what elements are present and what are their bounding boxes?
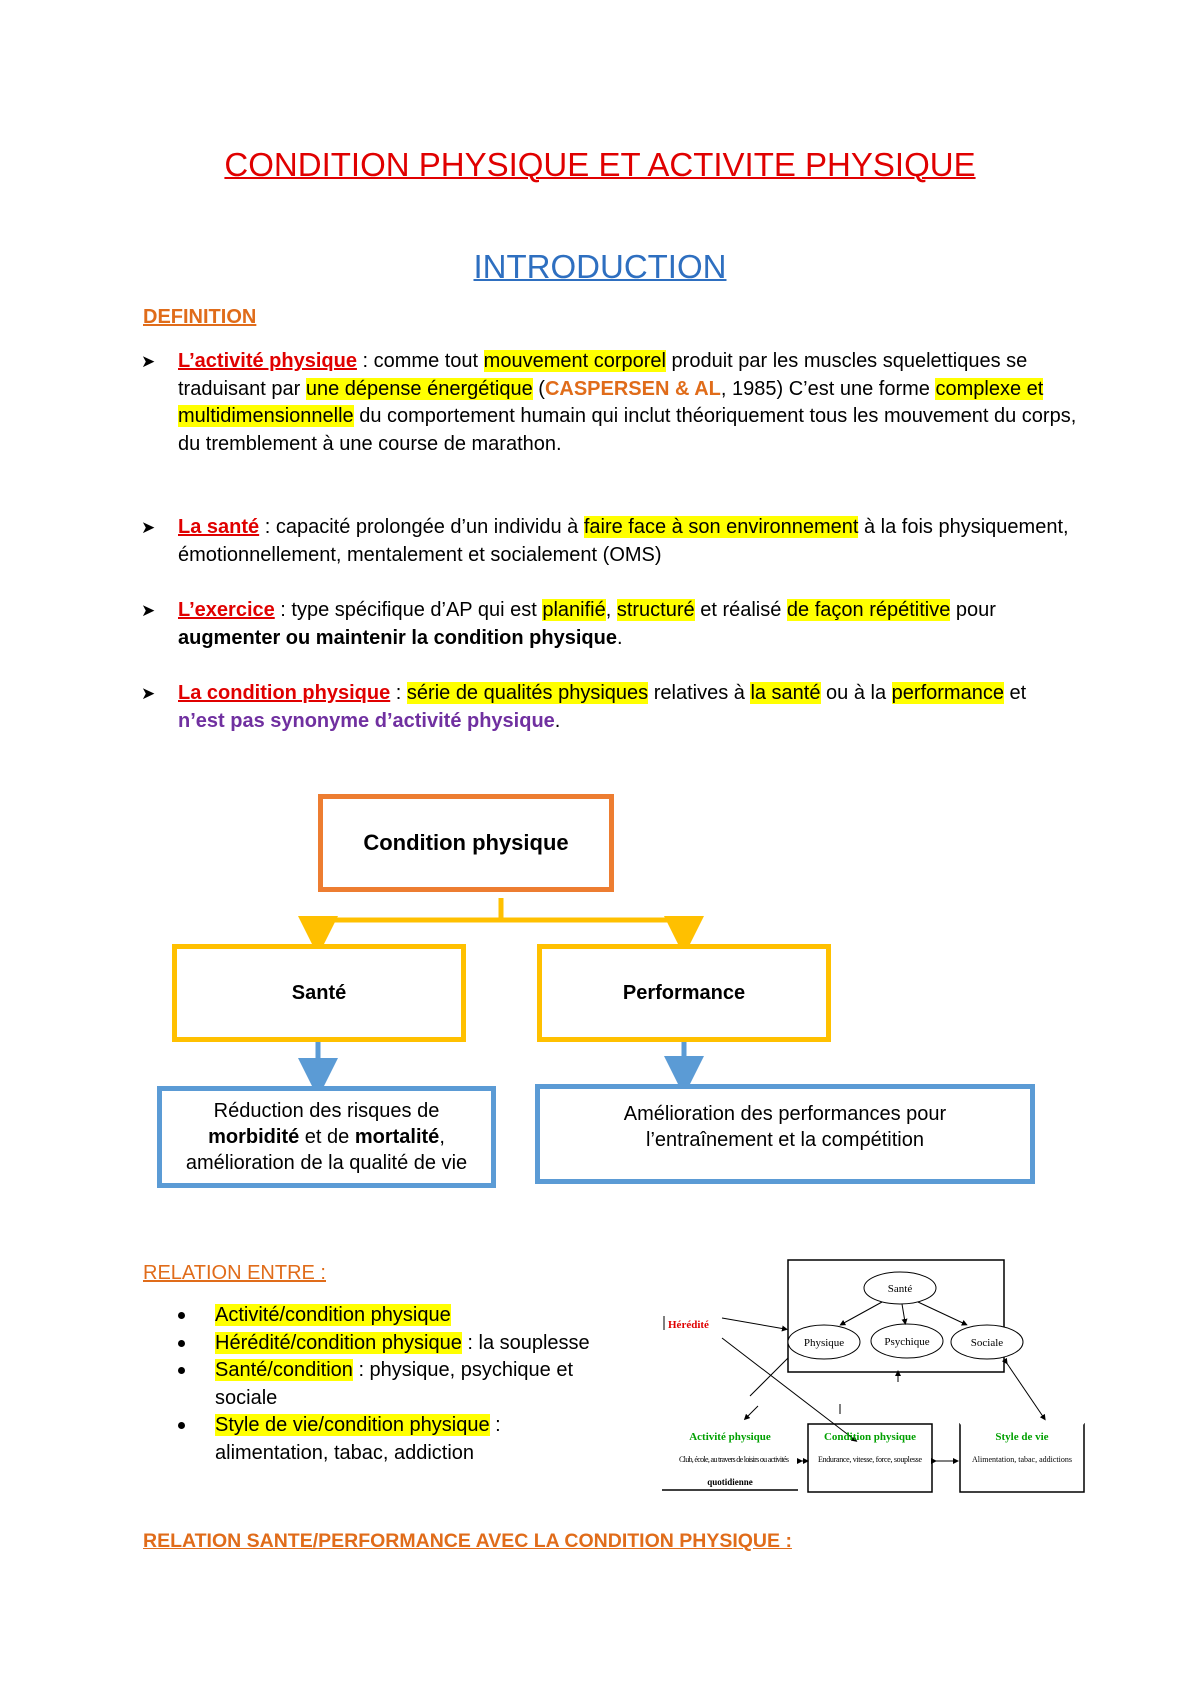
box-performance-description: Amélioration des performances pour l’entraînement et la compétition xyxy=(535,1084,1035,1184)
definition-sante: ➤ La santé : capacité prolongée d’un individu à faire face à son environnement à la fois physiquement, émotionnellement, mentalement et socialement (OMS) xyxy=(141,516,1069,566)
list-item: Santé/condition : physique, psychique et sociale xyxy=(215,1357,635,1412)
bullet-dot-icon xyxy=(178,1340,185,1347)
arrow-bullet-icon: ➤ xyxy=(141,601,156,620)
relation-heading: RELATION ENTRE : xyxy=(143,1262,326,1284)
page-title: CONDITION PHYSIQUE ET ACTIVITE PHYSIQUE xyxy=(224,146,976,183)
definition-exercice: ➤ L’exercice : type spécifique d’AP qui est planifié, structuré et réalisé de façon répétitive pour augmenter ou maintenir la condition physique. xyxy=(141,599,996,649)
label-physique: Physique xyxy=(803,1337,845,1349)
highlight: planifié xyxy=(542,599,606,621)
highlight: série de qualités physiques xyxy=(406,682,649,704)
list-item: Hérédité/condition physique : la souplesse xyxy=(215,1330,645,1358)
highlight: mouvement corporel xyxy=(483,350,666,372)
highlight: performance xyxy=(891,682,1004,704)
highlight: de façon répétitive xyxy=(786,599,951,621)
highlight: complexe et multidimensionnelle xyxy=(178,377,1044,427)
label-style-de-vie: Style de vie xyxy=(995,1431,1049,1443)
definition-condition-physique: ➤ La condition physique : série de qualités physiques relatives à la santé ou à la performance et n’est pas synonyme d’activité physique. xyxy=(141,682,1027,732)
box-sante: Santé xyxy=(172,944,466,1042)
box-sante-description: Réduction des risques de morbidité et de mortalité, amélioration de la qualité de vie xyxy=(157,1086,496,1188)
arrow-bullet-icon: ➤ xyxy=(141,518,156,537)
highlight: faire face à son environnement xyxy=(583,516,859,538)
term-label: La santé xyxy=(178,516,260,538)
bullet-dot-icon xyxy=(178,1422,185,1429)
box-performance: Performance xyxy=(537,944,831,1042)
bold-text: augmenter ou maintenir la condition physique xyxy=(178,626,617,649)
arrow-bullet-icon: ➤ xyxy=(141,352,156,371)
relation-figure xyxy=(660,1256,1110,1516)
list-item: Style de vie/condition physique : alimentation, tabac, addiction xyxy=(215,1412,615,1467)
label-psychique: Psychique xyxy=(884,1336,930,1348)
condition-description: Endurance, vitesse, force, souplesse xyxy=(818,1455,922,1464)
definition-activite-physique: ➤ L’activité physique : comme tout mouvement corporel produit par les muscles squelettiques se traduisant par une dépense énergétique (CASPERSEN & AL, 1985) C’est une forme complexe et multidimensionnelle du comportement humain qui inclut théoriquement tous les mouvement du corps, du tremblement à une course de marathon. xyxy=(141,350,1077,455)
highlight: la santé xyxy=(750,682,821,704)
label-heredite: Hérédité xyxy=(668,1319,709,1331)
introduction-heading: INTRODUCTION xyxy=(473,248,727,285)
label-sante: Santé xyxy=(887,1283,913,1295)
citation: CASPERSEN & AL xyxy=(544,377,721,400)
purple-bold-text: n’est pas synonyme d’activité physique xyxy=(178,709,555,732)
list-item: Activité/condition physique xyxy=(215,1302,645,1330)
connector-line xyxy=(318,898,684,920)
relation-sante-performance-heading: RELATION SANTE/PERFORMANCE AVEC LA CONDITION PHYSIQUE : xyxy=(143,1530,792,1552)
activite-description-2: quotidienne xyxy=(707,1477,753,1487)
activite-description: Club, école, au travers de loisirs ou activités xyxy=(679,1455,789,1464)
term-label: La condition physique xyxy=(178,682,391,704)
label-activite-physique: Activité physique xyxy=(689,1431,771,1443)
label-condition-physique: Condition physique xyxy=(823,1431,917,1443)
box-condition-physique: Condition physique xyxy=(318,794,614,892)
highlight: structuré xyxy=(616,599,695,621)
bullet-dot-icon xyxy=(178,1367,185,1374)
bullet-dot-icon xyxy=(178,1312,185,1319)
term-label: L’exercice xyxy=(178,599,275,621)
term-label: L’activité physique xyxy=(178,350,357,372)
label-sociale: Sociale xyxy=(970,1337,1004,1349)
definition-heading: DEFINITION xyxy=(143,306,257,328)
style-description: Alimentation, tabac, addictions xyxy=(972,1455,1072,1464)
highlight: une dépense énergétique xyxy=(305,377,533,400)
arrow-bullet-icon: ➤ xyxy=(141,684,156,703)
